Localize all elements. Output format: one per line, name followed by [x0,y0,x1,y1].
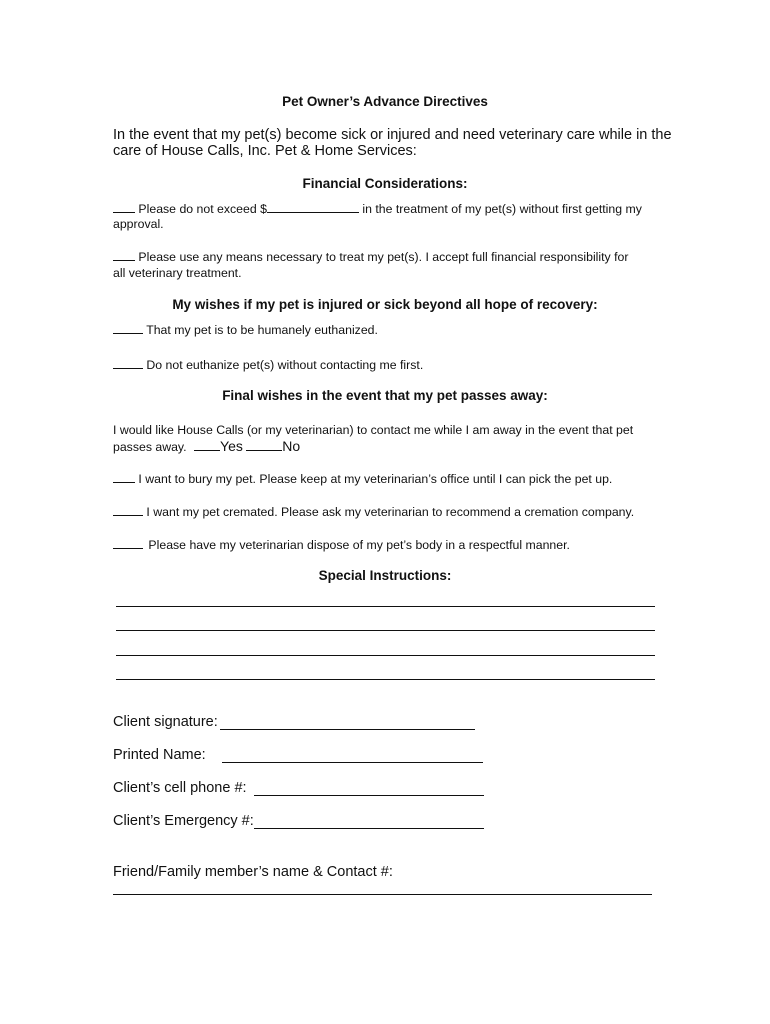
no-label: No [282,438,301,454]
wishes-option-1-text: That my pet is to be humanely euthanized. [146,323,378,337]
cell-phone-field[interactable] [254,795,484,796]
page-title: Pet Owner’s Advance Directives [282,94,488,109]
special-instructions-line-2[interactable] [116,630,655,631]
wishes-option-2-text: Do not euthanize pet(s) without contacting me first. [146,358,424,372]
financial-option-2-check-blank[interactable] [113,249,135,261]
special-instructions-line-3[interactable] [116,655,655,656]
financial-heading: Financial Considerations: [302,176,468,191]
bury-check-blank[interactable] [113,471,135,483]
cremate-check-blank[interactable] [113,504,143,516]
yes-blank[interactable] [194,439,220,451]
dispose-check-blank[interactable] [113,537,143,549]
client-signature-label: Client signature: [113,714,218,730]
emergency-field[interactable] [254,828,484,829]
emergency-label: Client’s Emergency #: [113,813,254,829]
printed-name-field[interactable] [222,762,483,763]
financial-option-1-text-b: in the treatment of my pet(s) without first getting my [362,202,642,216]
special-instructions-heading: Special Instructions: [318,568,452,583]
max-amount-field[interactable] [267,201,359,213]
wishes-option-2 [113,357,423,373]
intro-line-1: In the event that my pet(s) become sick or injured and need veterinary care while in the [113,127,672,143]
financial-option-2-text: Please use any means necessary to treat my pet(s). I accept full financial responsibility for [138,250,629,264]
financial-option-1-line-2: approval. [113,217,164,231]
financial-option-1-check-blank[interactable] [113,201,135,213]
bury-option [113,471,612,487]
client-signature-field[interactable] [220,729,475,730]
yes-label: Yes [220,438,243,454]
wishes-heading: My wishes if my pet is injured or sick beyond all hope of recovery: [172,297,598,312]
contact-line-2 [113,438,300,455]
wishes-option-1-check-blank[interactable] [113,322,143,334]
friend-family-field[interactable] [113,894,652,895]
financial-option-1-text-a: Please do not exceed $ [138,202,267,216]
friend-family-label: Friend/Family member’s name & Contact #: [113,864,393,880]
financial-option-2 [113,249,628,265]
wishes-option-2-check-blank[interactable] [113,357,143,369]
cremate-text: I want my pet cremated. Please ask my veterinarian to recommend a cremation company. [146,505,635,519]
intro-line-2: care of House Calls, Inc. Pet & Home Services: [113,143,417,159]
wishes-option-1 [113,322,378,338]
contact-line-2-text: passes away. [113,440,187,454]
no-blank[interactable] [246,439,282,451]
dispose-option [113,537,570,553]
contact-line-1: I would like House Calls (or my veterinarian) to contact me while I am away in the event that pet [113,423,634,437]
bury-text: I want to bury my pet. Please keep at my veterinarian’s office until I can pick the pet up. [138,472,613,486]
special-instructions-line-1[interactable] [116,606,655,607]
cell-phone-label: Client’s cell phone #: [113,780,247,796]
printed-name-label: Printed Name: [113,747,206,763]
special-instructions-line-4[interactable] [116,679,655,680]
final-wishes-heading: Final wishes in the event that my pet passes away: [222,388,548,403]
financial-option-1 [113,201,642,217]
financial-option-2-line-2: all veterinary treatment. [113,266,242,280]
cremate-option [113,504,634,520]
dispose-text: Please have my veterinarian dispose of my pet’s body in a respectful manner. [148,538,570,552]
